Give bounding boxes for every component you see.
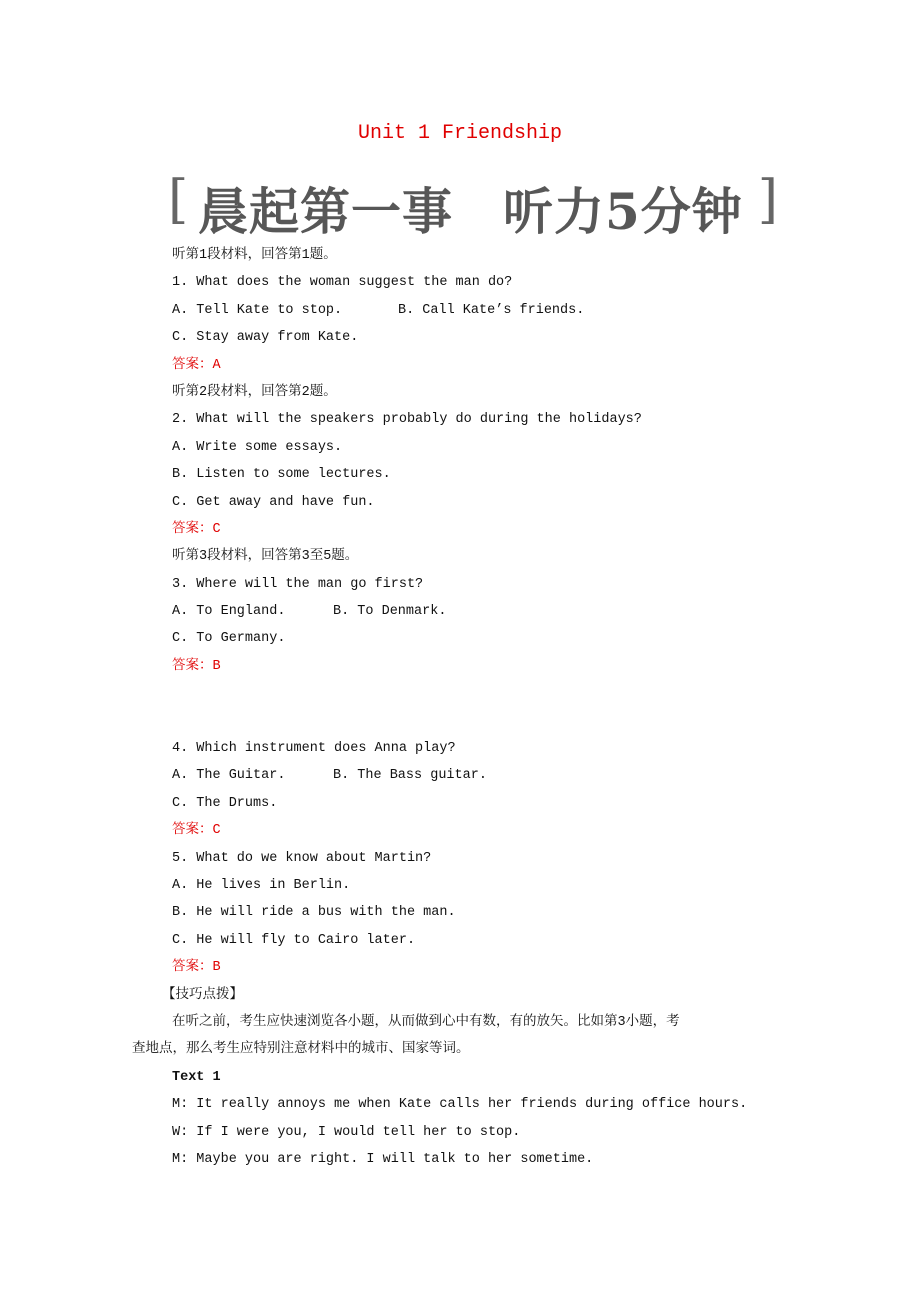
option-b: B. He will ride a bus with the man.	[172, 905, 456, 921]
tips-paragraph-line: 查地点，那么考生应特别注意材料中的城市、国家等词。	[132, 1042, 470, 1058]
tips-paragraph-line: 在听之前，考生应快速浏览各小题，从而做到心中有数，有的放矢。比如第3小题，考	[172, 1014, 680, 1030]
question: 2. What will the speakers probably do during the holidays?	[172, 412, 642, 428]
banner-left-text: 晨起第一事	[198, 182, 453, 241]
transcript-line: M: It really annoys me when Kate calls her friends during office hours.	[172, 1097, 748, 1113]
answer: 答案：C	[172, 521, 221, 537]
option-a: A. Write some essays.	[172, 439, 343, 455]
option-b: B. To Denmark.	[333, 604, 447, 620]
option-c: C. He will fly to Cairo later.	[172, 932, 416, 948]
document-body	[0, 242, 920, 1173]
option-a: A. Tell Kate to stop.	[172, 302, 343, 318]
option-a: A. He lives in Berlin.	[172, 877, 351, 893]
transcript-line: M: Maybe you are right. I will talk to her sometime.	[172, 1151, 594, 1167]
question: 5. What do we know about Martin?	[172, 850, 432, 866]
answer: 答案：A	[172, 357, 221, 373]
banner-open-bracket: [	[168, 170, 189, 230]
section-banner	[168, 168, 778, 241]
section-intro: 听第2段材料，回答第2题。	[172, 384, 337, 400]
option-a: A. To England.	[172, 604, 286, 620]
option-b: B. Listen to some lectures.	[172, 467, 391, 483]
option-c: C. Stay away from Kate.	[172, 330, 359, 346]
banner-right-text: 听力5分钟	[503, 182, 743, 241]
answer: 答案：B	[172, 658, 221, 674]
answer: 答案：C	[172, 823, 221, 839]
option-b: B. The Bass guitar.	[333, 768, 487, 784]
document-title: Unit 1 Friendship	[357, 122, 563, 145]
answer: 答案：B	[172, 960, 221, 976]
option-c: C. Get away and have fun.	[172, 494, 375, 510]
option-c: C. To Germany.	[172, 631, 286, 647]
banner-close-bracket: ]	[757, 170, 778, 230]
transcript-heading: Text 1	[172, 1069, 221, 1085]
question: 1. What does the woman suggest the man do?	[172, 275, 513, 291]
option-b: B. Call Kate’s friends.	[398, 302, 585, 318]
section-intro: 听第3段材料，回答第3至5题。	[172, 549, 359, 565]
section-intro: 听第1段材料，回答第1题。	[172, 248, 337, 263]
option-c: C. The Drums.	[172, 795, 278, 811]
transcript-line: W: If I were you, I would tell her to stop.	[172, 1124, 521, 1140]
option-a: A. The Guitar.	[172, 768, 286, 784]
tips-heading: 【技巧点拨】	[162, 987, 243, 1003]
question: 4. Which instrument does Anna play?	[172, 741, 456, 757]
question: 3. Where will the man go first?	[172, 576, 424, 592]
